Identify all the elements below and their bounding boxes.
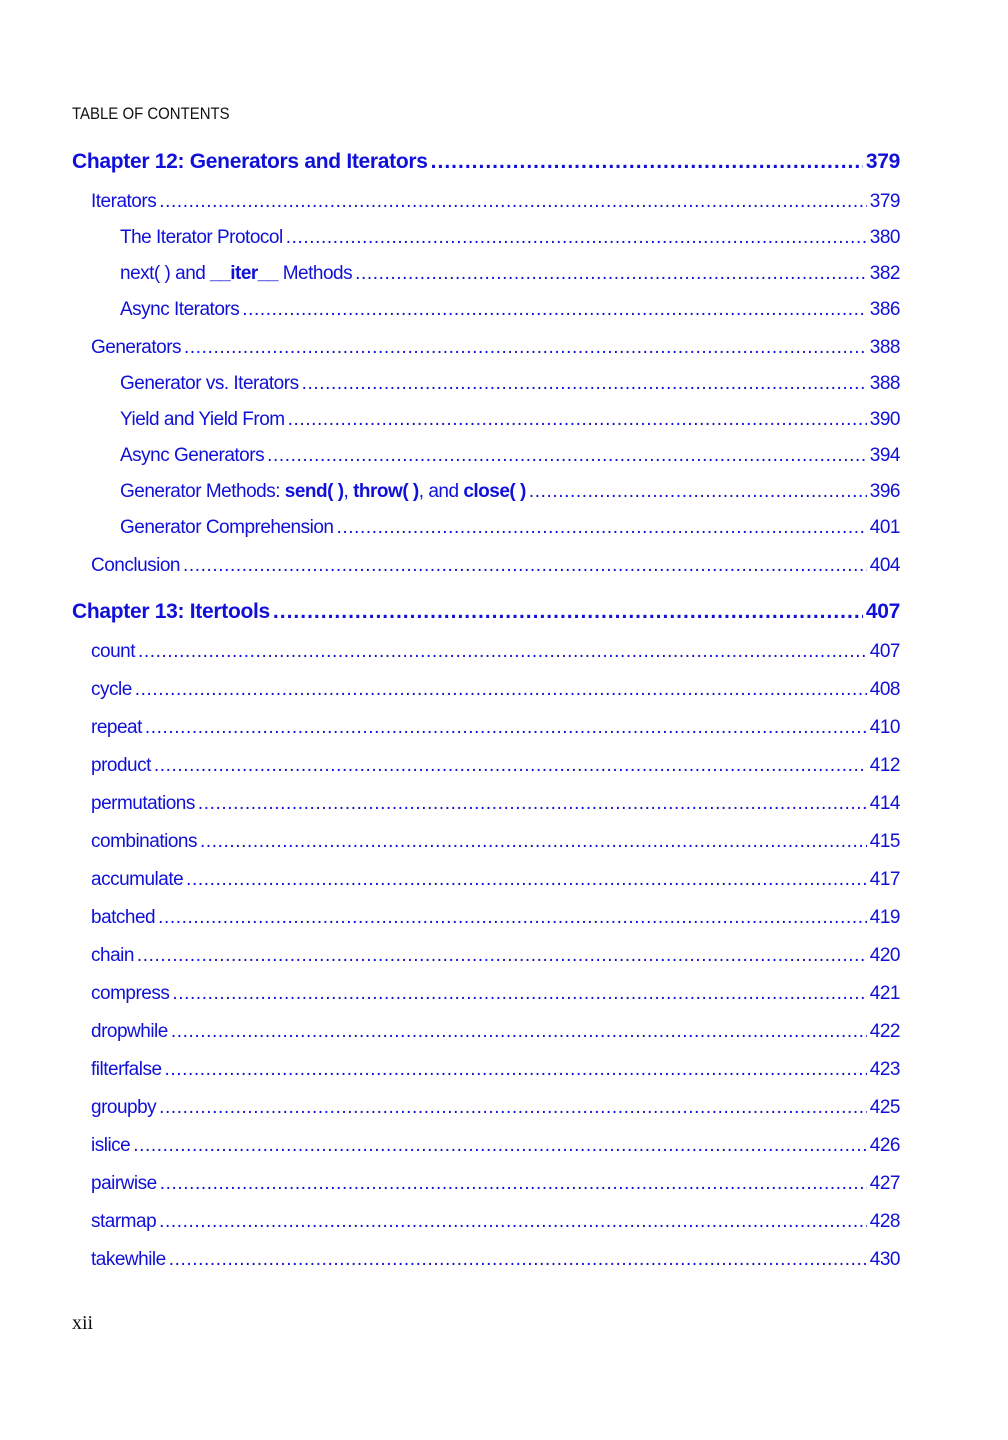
toc-chapter-12[interactable] bbox=[72, 150, 900, 174]
dot-leader bbox=[529, 481, 867, 503]
title-text: , bbox=[343, 481, 354, 502]
title-text: Methods bbox=[277, 263, 353, 284]
toc-page-number: 401 bbox=[869, 517, 900, 538]
dot-leader bbox=[273, 600, 863, 624]
dot-leader bbox=[169, 1249, 867, 1271]
toc-entry-title: Async Iterators bbox=[120, 299, 240, 320]
toc-entry-title: repeat bbox=[91, 717, 142, 738]
toc-page-number: 408 bbox=[869, 679, 900, 700]
dot-leader bbox=[336, 517, 866, 539]
title-text: next( ) and bbox=[120, 263, 211, 284]
dot-leader bbox=[286, 227, 867, 249]
dot-leader bbox=[145, 717, 867, 739]
toc-page-number: 407 bbox=[865, 600, 900, 623]
title-text: Generator Methods: bbox=[120, 481, 285, 502]
toc-entry-dropwhile[interactable] bbox=[91, 1021, 900, 1043]
toc-entry-islice[interactable] bbox=[91, 1135, 900, 1157]
toc-entry-generators[interactable] bbox=[91, 337, 900, 359]
toc-entry-compress[interactable] bbox=[91, 983, 900, 1005]
toc-entry-title: Generator vs. Iterators bbox=[120, 373, 299, 394]
toc-entry-title: batched bbox=[91, 907, 156, 928]
toc-entry-takewhile[interactable] bbox=[91, 1249, 900, 1271]
dot-leader bbox=[242, 299, 867, 321]
toc-page-number: 427 bbox=[869, 1173, 900, 1194]
toc-entry-title: Conclusion bbox=[91, 555, 180, 576]
toc-entry-title bbox=[120, 263, 352, 285]
toc-entry-next-iter-methods[interactable] bbox=[120, 263, 900, 285]
toc-entry-count[interactable] bbox=[91, 641, 900, 663]
toc-chapter-title: Chapter 12: Generators and Iterators bbox=[72, 150, 428, 173]
toc-entry-title: accumulate bbox=[91, 869, 184, 890]
toc-entry-title: Async Generators bbox=[120, 445, 265, 466]
toc-page-number: 382 bbox=[869, 263, 900, 284]
toc-entry-title: Iterators bbox=[91, 191, 157, 212]
toc-entry-title: Generator Comprehension bbox=[120, 517, 334, 538]
toc-page-number: 412 bbox=[869, 755, 900, 776]
toc-page-number: 426 bbox=[869, 1135, 900, 1156]
toc-page-number: 422 bbox=[869, 1021, 900, 1042]
toc-entry-title: product bbox=[91, 755, 151, 776]
toc-entry-iterators[interactable] bbox=[91, 191, 900, 213]
toc-entry-generator-vs-iterators[interactable] bbox=[120, 373, 900, 395]
toc-entry-accumulate[interactable] bbox=[91, 869, 900, 891]
toc-entry-title: chain bbox=[91, 945, 134, 966]
toc-page-number: 386 bbox=[869, 299, 900, 320]
toc-page-number: 428 bbox=[869, 1211, 900, 1232]
toc-page-number: 407 bbox=[869, 641, 900, 662]
dot-leader bbox=[133, 1135, 867, 1157]
toc-page-number: 419 bbox=[869, 907, 900, 928]
dot-leader bbox=[135, 679, 867, 701]
toc-entry-title: cycle bbox=[91, 679, 132, 700]
toc-entry-chain[interactable] bbox=[91, 945, 900, 967]
dot-leader bbox=[171, 1021, 867, 1043]
toc-chapter-13[interactable] bbox=[72, 600, 900, 624]
dot-leader bbox=[159, 1097, 867, 1119]
dot-leader bbox=[154, 755, 867, 777]
toc-entry-batched[interactable] bbox=[91, 907, 900, 929]
toc-entry-yield-and-yield-from[interactable] bbox=[120, 409, 900, 431]
toc-page-number: 414 bbox=[869, 793, 900, 814]
code-term-close: close( ) bbox=[463, 481, 526, 502]
toc-page-number: 417 bbox=[869, 869, 900, 890]
toc-entry-title: The Iterator Protocol bbox=[120, 227, 283, 248]
toc-entry-title: count bbox=[91, 641, 135, 662]
toc-entry-async-iterators[interactable] bbox=[120, 299, 900, 321]
dot-leader bbox=[355, 263, 867, 285]
toc-page-number: 423 bbox=[869, 1059, 900, 1080]
dot-leader bbox=[137, 945, 867, 967]
toc-entry-title: filterfalse bbox=[91, 1059, 162, 1080]
dot-leader bbox=[302, 373, 867, 395]
toc-chapter-title: Chapter 13: Itertools bbox=[72, 600, 270, 623]
dot-leader bbox=[431, 150, 863, 174]
toc-page-number: 404 bbox=[869, 555, 900, 576]
toc-page-number: 379 bbox=[865, 150, 900, 173]
toc-page-number: 430 bbox=[869, 1249, 900, 1270]
dot-leader bbox=[198, 793, 867, 815]
dot-leader bbox=[160, 1173, 867, 1195]
toc-entry-groupby[interactable] bbox=[91, 1097, 900, 1119]
toc-entry-title: dropwhile bbox=[91, 1021, 168, 1042]
toc-page-number: 415 bbox=[869, 831, 900, 852]
dot-leader bbox=[159, 1211, 867, 1233]
toc-entry-title: islice bbox=[91, 1135, 131, 1156]
toc-entry-iterator-protocol[interactable] bbox=[120, 227, 900, 249]
toc-entry-title: pairwise bbox=[91, 1173, 157, 1194]
toc-page-number: 380 bbox=[869, 227, 900, 248]
dot-leader bbox=[267, 445, 867, 467]
dot-leader bbox=[184, 337, 867, 359]
dot-leader bbox=[158, 907, 867, 929]
toc-page-number: 396 bbox=[869, 481, 900, 502]
toc-entry-async-generators[interactable] bbox=[120, 445, 900, 467]
toc-entry-title: starmap bbox=[91, 1211, 157, 1232]
code-term-throw: throw( ) bbox=[353, 481, 419, 502]
code-term-send: send( ) bbox=[284, 481, 344, 502]
toc-entry-pairwise[interactable] bbox=[91, 1173, 900, 1195]
dot-leader bbox=[200, 831, 867, 853]
code-term-iter: __iter__ bbox=[210, 263, 278, 284]
dot-leader bbox=[138, 641, 867, 663]
toc-entry-generator-methods[interactable] bbox=[120, 481, 900, 503]
toc-page-number: 425 bbox=[869, 1097, 900, 1118]
dot-leader bbox=[159, 191, 867, 213]
toc-entry-filterfalse[interactable] bbox=[91, 1059, 900, 1081]
toc-page-number: 388 bbox=[869, 373, 900, 394]
toc-entry-combinations[interactable] bbox=[91, 831, 900, 853]
toc-entry-cycle[interactable] bbox=[91, 679, 900, 701]
dot-leader bbox=[288, 409, 867, 431]
dot-leader bbox=[186, 869, 867, 891]
toc-entry-generator-comprehension[interactable] bbox=[120, 517, 900, 539]
toc-entry-title: combinations bbox=[91, 831, 197, 852]
toc-page-number: 379 bbox=[869, 191, 900, 212]
toc-entry-starmap[interactable] bbox=[91, 1211, 900, 1233]
toc-page-number: 394 bbox=[869, 445, 900, 466]
toc-entry-title: permutations bbox=[91, 793, 195, 814]
toc-entry-title: compress bbox=[91, 983, 170, 1004]
toc-page-number: 420 bbox=[869, 945, 900, 966]
dot-leader bbox=[165, 1059, 867, 1081]
toc-page-number: 390 bbox=[869, 409, 900, 430]
toc-entry-product[interactable] bbox=[91, 755, 900, 777]
toc-page-number: 410 bbox=[869, 717, 900, 738]
dot-leader bbox=[183, 555, 867, 577]
toc-page-number: 388 bbox=[869, 337, 900, 358]
toc-entry-repeat[interactable] bbox=[91, 717, 900, 739]
toc-entry-title: Generators bbox=[91, 337, 182, 358]
dot-leader bbox=[172, 983, 866, 1005]
toc-entry-title: takewhile bbox=[91, 1249, 166, 1270]
toc-entry-permutations[interactable] bbox=[91, 793, 900, 815]
toc-entry-title: Yield and Yield From bbox=[120, 409, 285, 430]
title-text: , and bbox=[418, 481, 464, 502]
toc-entry-title: groupby bbox=[91, 1097, 157, 1118]
page-number: xii bbox=[72, 1312, 94, 1334]
toc-page-number: 421 bbox=[869, 983, 900, 1004]
toc-entry-title bbox=[120, 481, 526, 503]
running-head: TABLE OF CONTENTS bbox=[72, 104, 230, 123]
toc-entry-conclusion[interactable] bbox=[91, 555, 900, 577]
